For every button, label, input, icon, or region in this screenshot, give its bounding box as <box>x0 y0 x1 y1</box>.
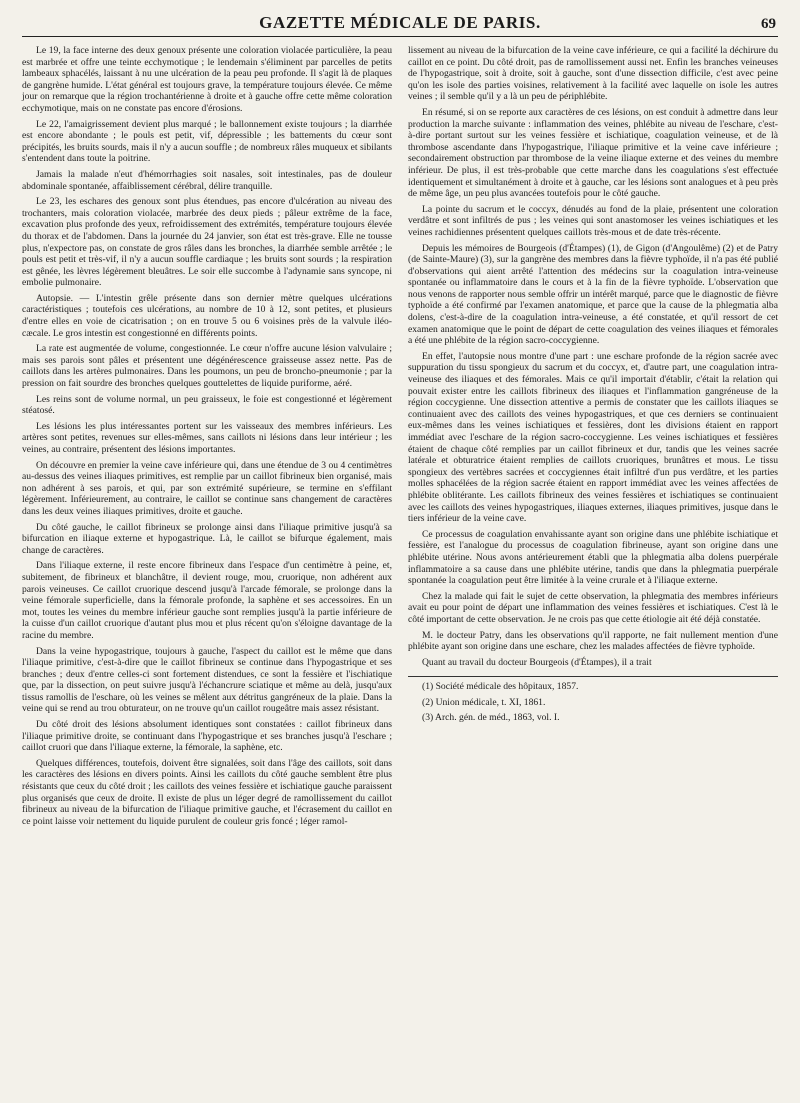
paragraph: On découvre en premier la veine cave inférieure qui, dans une étendue de 3 ou 4 centimètres au-dessus des veines iliaques primitives, est remplie par un caillot fibrineux bien organisé, mais non adhérent à ses parois, et qui, par son extrémité supérieure, se termine en s'effilant légèrement. Inférieurement, au contraire, le caillot se continue sans changement de caractères dans les deux veines iliaques primitives, droite et gauche. <box>22 459 392 517</box>
paragraph: Depuis les mémoires de Bourgeois (d'Étampes) (1), de Gigon (d'Angoulême) (2) et de Patry (de Sainte-Maure) (3), sur la gangrène des membres dans la fièvre typhoïde, il n'a pas été publié d'observations qui aient arrêté l'attention des médecins sur la coagulation intra-veineuse spontanée ou inflammatoire dans le cours et à la fin de la fièvre typhoïde. L'observation que nous venons de rapporter nous semble offrir un intérêt marqué, parce que le diagnostic de fièvre typhoïde a été confirmé par l'examen anatomique, et parce que la cause de la phlegmatia alba dolens, c'est-à-dire de la coagulation intra-veineuse, a été constatée, et qu'il ressort de cet examen anatomique que le point de départ de cette coagulation des veines iliaques et fémorales a été une phlébite de la région sacro-coccygienne. <box>408 242 778 347</box>
paragraph: Le 23, les eschares des genoux sont plus étendues, pas encore d'ulcération au niveau des trochanters, mais coloration violacée, marbrée des deux pieds ; pâleur extrême de la face, excavation plus profonde des yeux, refroidissement des extrémités, température toujours élevée du thorax et de l'abdomen. Dans la journée du 24 janvier, son état est très-grave. Elle ne tousse plus, n'expectore pas, on constate de gros râles dans les bronches, la diarrhée semble arrêtée ; le pouls est petit et très-vif, il n'y a aucun souffle cardiaque ; les bruits sont sourds ; la respiration est gênée, les lèvres légèrement bleuâtres. Le soir elle succombe à l'adynamie sans syncope, ni embolie pulmonaire. <box>22 196 392 289</box>
right-column <box>408 45 778 831</box>
paragraph: La rate est augmentée de volume, congestionnée. Le cœur n'offre aucune lésion valvulaire ; mais ses parois sont pâles et présentent une dégénérescence graisseuse assez nette. Pas de caillots dans les artères pulmonaires. Dans les poumons, un peu de broncho-pneumonie ; par la pression on fait sourdre des bronches quelques gouttelettes de liquide puriforme, aéré. <box>22 343 392 390</box>
paragraph: Quant au travail du docteur Bourgeois (d'Étampes), il a trait <box>422 656 652 668</box>
running-header <box>22 10 778 37</box>
paragraph: Dans l'iliaque externe, il reste encore fibrineux dans l'espace d'un centimètre à peine, et, subitement, de fibrineux et blanchâtre, il devient rouge, mou, cruorique, non adhérent aux parois veineuses. Ce caillot cruorique descend jusqu'à l'arcade fémorale, se prolonge dans la veine fémorale superficielle, dans la fémorale profonde, la saphène et ses accessoires. En un mot, toutes les veines du membre inférieur gauche sont remplies jusqu'à la partie inférieure de la cuisse d'un caillot cruorique d'autant plus mou et plus récent qu'on s'éloigne davantage de la racine du membre. <box>22 560 392 641</box>
autopsie-paragraph: Autopsie. — L'intestin grêle présente dans son dernier mètre quelques ulcérations caractéristiques ; toutefois ces ulcérations, au nombre de 10 à 12, sont petites, et plusieurs d'entre elles en voie de cicatrisation ; on en trouve 5 ou 6 voisines près de la valvule iléo-cæcale. Le gros intestin est congestionné en différents points. <box>22 292 392 339</box>
journal-title: GAZETTE MÉDICALE DE PARIS. <box>259 13 541 32</box>
footnote: (1) Société médicale des hôpitaux, 1857. <box>422 681 579 693</box>
text-columns <box>22 45 778 831</box>
paragraph: M. le docteur Patry, dans les observations qu'il rapporte, ne fait nullement mention d'une phlébite ayant son origine dans une eschare, chez les malades affectées de fièvre typhoïde. <box>408 629 778 653</box>
paragraph: Le 19, la face interne des deux genoux présente une coloration violacée particulière, la peau est marbrée et offre une teinte ecchymotique ; le lendemain s'éliminent par parcelles de petits lambeaux sphacélés, laissant à nu une ulcération de la peau peu profonde. Il s'agit là de plaques de gangrène humide. L'état général est toujours grave, la température toujours élevée. Ce même jour on remarque que la région trochantérienne à droite et à gauche offre cette même coloration ecchymotique, mais on ne constate pas encore d'érosions. <box>22 45 392 114</box>
paragraph: Les lésions les plus intéressantes portent sur les vaisseaux des membres inférieurs. Les artères sont petites, revenues sur elles-mêmes, sans caillots ni lésions dans leur intérieur ; les veines, au contraire, présentent des lésions importantes. <box>22 420 392 455</box>
page-number: 69 <box>761 16 776 32</box>
paragraph: Dans la veine hypogastrique, toujours à gauche, l'aspect du caillot est le même que dans l'iliaque primitive, c'est-à-dire que le caillot fibrineux se continue dans l'hypogastrique et ses branches ; deux d'entre celles-ci sont fortement distendues, ce sont la fessière et l'ischiatique que, par la dissection, on peut suivre jusqu'à l'échancrure sciatique et même au delà, jusqu'aux tissus ramollis de l'eschare, où les veines se mêlent aux détritus gangréneux de la plaie. Dans la veine qui se rend au trou obturateur, on ne trouve qu'un caillot rougeâtre mais assez résistant. <box>22 645 392 715</box>
footnote: (3) Arch. gén. de méd., 1863, vol. I. <box>422 712 560 724</box>
paragraph: Du côté gauche, le caillot fibrineux se prolonge ainsi dans l'iliaque primitive jusqu'à sa bifurcation en iliaque externe et hypogastrique. Là, le caillot se bifurque également, mais change de caractères. <box>22 521 392 556</box>
paragraph: En effet, l'autopsie nous montre d'une part : une eschare profonde de la région sacrée avec suppuration du tissu spongieux du sacrum et du coccyx, et, d'autre part, une coagulation intra-veineuse des iliaques et des fémorales. Mais ce qu'il importait d'établir, c'était la relation qui pouvait exister entre les caillots fibrineux des iliaques et l'inflammation gangréneuse de la région coccygienne. Une dissection attentive a permis de constater que les caillots iliaques se continuaient avec des caillots des veines hypogastriques, et que ces derniers se continuaient eux-mêmes dans les veines ischiatiques et fessières, dont les divisions étaient en rapport immédiat avec l'eschare de la région sacro-coccygienne. Les veines ischiatiques et fessières étaient de chaque côté remplies par un caillot fibrineux et dur, tandis que les veines sacrée latérale et obturatrice étaient remplies de caillots cruoriques, brunâtres et mous. Le tissu spongieux des vertèbres sacrées et coccygiennes était infiltré d'un pus verdâtre, et les parties molles sphacélées de la région sacrée étaient en rapport immédiat avec les veines affectées de phlébite oblitérante. Les caillots fibrineux des veines fessières et ischiatiques se continuaient avec les caillots des veines hypogastriques, iliaques externes, iliaques primitives, jusque dans le tiers inférieur de la veine cave. <box>408 350 778 525</box>
paragraph: Jamais la malade n'eut d'hémorrhagies soit nasales, soit intestinales, pas de douleur abdominale spontanée, affaiblissement cérébral, délire tranquille. <box>22 168 392 192</box>
paragraph: La pointe du sacrum et le coccyx, dénudés au fond de la plaie, présentent une coloration verdâtre et sont infiltrés de pus ; les veines qui sont anastomoser les veines ischiatiques et les veines rachidiennes présentent quelques caillots très-mous et de date très-récente. <box>408 203 778 238</box>
left-column <box>22 45 392 831</box>
paragraph: lissement au niveau de la bifurcation de la veine cave inférieure, ce qui a facilité la déchirure du caillot en ce point. Du côté droit, pas de ramollissement aussi net. Enfin les branches veineuses de l'hypogastrique, soit à droite, soit à gauche, sont d'une dissection difficile, c'est avec peine qu'on les isole des parties voisines, relativement à la facilité avec laquelle on isole les autres veines ; il semble qu'il y a là un peu de périphlébite. <box>408 45 778 103</box>
paragraph: En résumé, si on se reporte aux caractères de ces lésions, on est conduit à admettre dans leur production la marche suivante : inflammation des veines, phlébite au niveau de l'eschare, c'est-à-dire portant surtout sur les veines fessière et ischiatique, coagulation veineuse, et de là thrombose ascendante dans l'hypogastrique, l'iliaque primitive et la veine cave inférieure ; secondairement obstruction par thrombose de la veine iliaque externe et des veines du membre inférieur. De plus, il est très-probable que cette marche dans les coagulations s'est effectuée identiquement et simultanément à droite et à gauche, car les lésions sont analogues et à peu près de même âge, un peu plus avancées toutefois pour le côté gauche. <box>408 106 778 200</box>
footnotes <box>408 676 778 724</box>
paragraph: Quelques différences, toutefois, doivent être signalées, soit dans l'âge des caillots, soit dans les caractères des lésions en divers points. Ainsi les caillots du côté gauche semblent être plus résistants que ceux du côté droit ; les caillots des veines fessière et ischiatique gauche paraissent plus organisés que ceux de droite. Il existe de plus un léger degré de ramollissement du caillot fibrineux au niveau de la bifurcation de l'iliaque primitive gauche, et l'écrasement du caillot en ce point laisse voir nettement du liquide purulent de couleur gris foncé ; léger ramol- <box>22 757 392 827</box>
paragraph: Chez la malade qui fait le sujet de cette observation, la phlegmatia des membres inférieurs avait eu pour point de départ une inflammation des veines fessières et ischiatiques. C'est là le côté important de cette observation. Je ne crois pas que cette étiologie ait été déjà constatée. <box>408 590 778 625</box>
paragraph: Les reins sont de volume normal, un peu graisseux, le foie est congestionné et légèrement stéatosé. <box>22 393 392 417</box>
paragraph: Ce processus de coagulation envahissante ayant son origine dans une phlébite ischiatique et fessière, est l'analogue du processus de coagulation fibrineuse, ayant son origine dans une phlébite utérine. Nous avons antérieurement établi que la phlegmatia alba dolens puerpérale inflammatoire a sa cause dans une phlébite utérine, tandis que dans la phlegmatia puerpérale spontanée la coagulation peut être limitée à la veine crurale et à l'iliaque externe. <box>408 528 778 587</box>
paragraph: Du côté droit des lésions absolument identiques sont constatées : caillot fibrineux dans l'iliaque primitive droite, se continuant dans l'hypogastrique et ses branches jusqu'à l'eschare ; caillot cruori que dans l'iliaque externe, la fémorale, la saphène, etc. <box>22 719 392 754</box>
footnote: (2) Union médicale, t. XI, 1861. <box>422 696 546 708</box>
paragraph: Le 22, l'amaigrissement devient plus marqué ; le ballonnement existe toujours ; la diarrhée est encore abondante ; le pouls est petit, vif, dépressible ; les battements du cœur sont précipités, les bruits sourds, mais il n'y a aucun souffle ; de nombreux râles muqueux et sibilants s'entendent dans toute la poitrine. <box>22 118 392 165</box>
